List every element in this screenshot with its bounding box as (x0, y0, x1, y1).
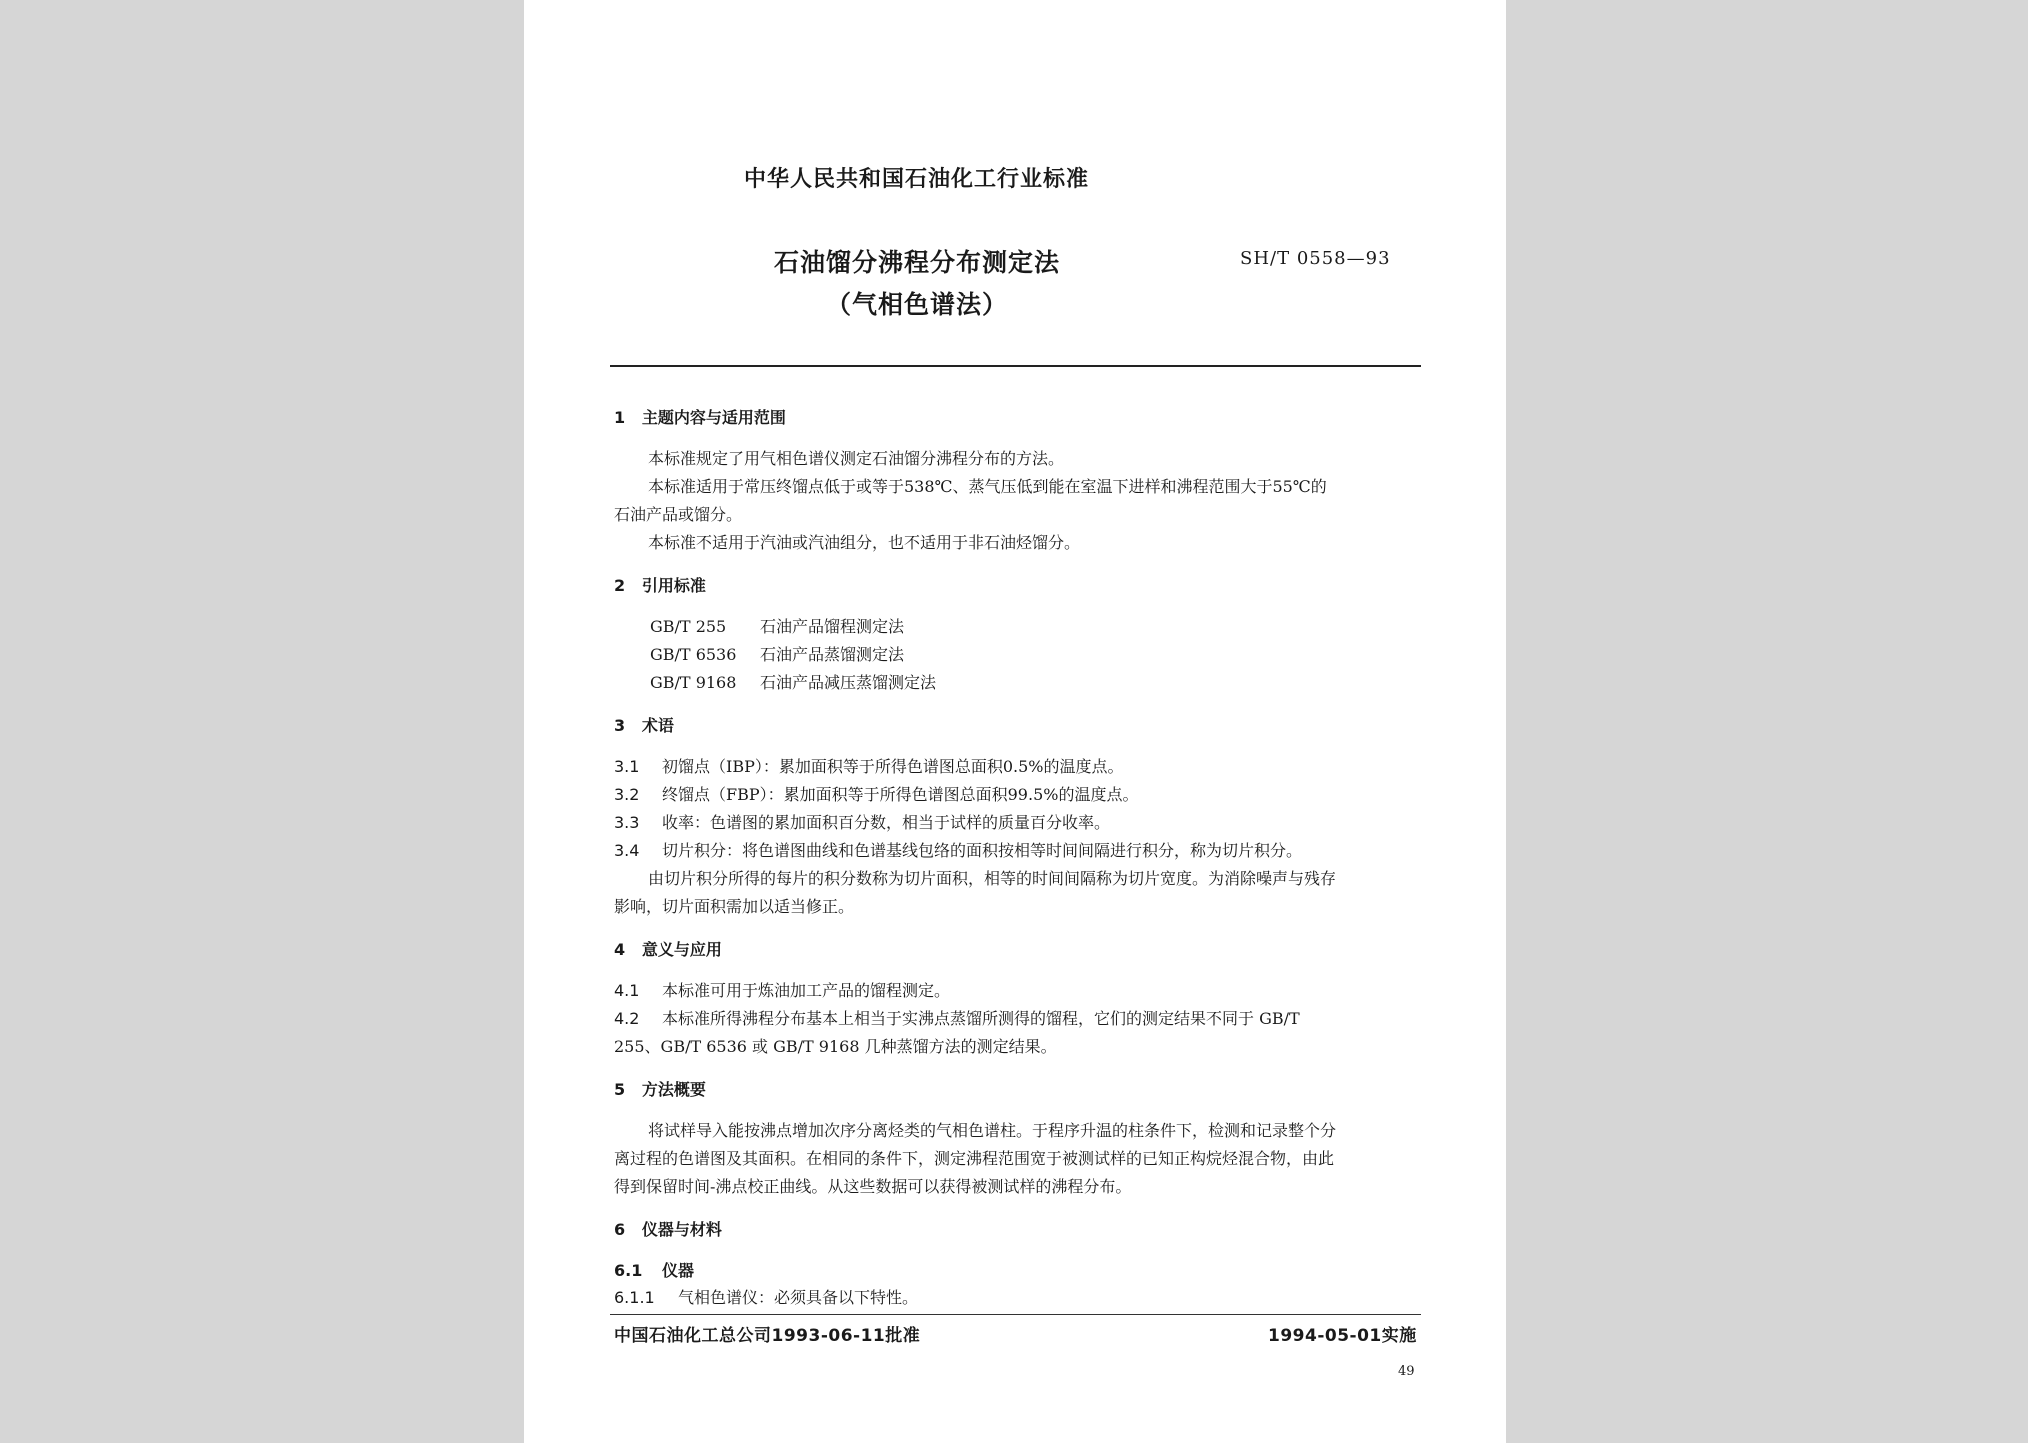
paragraph: 离过程的色谱图及其面积。在相同的条件下，测定沸程范围宽于被测试样的已知正构烷烃混合物，由此 (614, 1149, 1335, 1168)
standard-code: SH/T 0558—93 (1240, 248, 1391, 269)
subsection-title: 仪器 (662, 1261, 695, 1280)
term-item (614, 754, 1124, 777)
section-3-heading (614, 713, 674, 736)
reference-name: 石油产品馏程测定法 (760, 617, 905, 636)
clause-number: 4.1 (614, 981, 640, 1000)
paragraph: 255、GB/T 6536 或 GB/T 9168 几种蒸馏方法的测定结果。 (614, 1037, 1057, 1056)
clause-number: 4.2 (614, 1009, 640, 1028)
section-2-heading (614, 573, 706, 596)
section-title: 方法概要 (641, 1080, 706, 1099)
reference-code: GB/T 255 (650, 617, 727, 636)
section-title: 主题内容与适用范围 (641, 408, 786, 427)
clause-item (614, 1285, 918, 1308)
clause-item (614, 978, 950, 1001)
section-number: 1 (614, 408, 626, 427)
header-divider (610, 365, 1421, 367)
term-text: 收率：色谱图的累加面积百分数，相当于试样的质量百分收率。 (662, 813, 1111, 832)
clause-number: 6.1.1 (614, 1288, 655, 1307)
paragraph: 本标准不适用于汽油或汽油组分，也不适用于非石油烃馏分。 (648, 533, 1081, 552)
term-text: 终馏点（FBP）：累加面积等于所得色谱图总面积99.5%的温度点。 (662, 785, 1139, 804)
term-number: 3.1 (614, 757, 640, 776)
document-page (524, 0, 1506, 1443)
clause-text: 本标准可用于炼油加工产品的馏程测定。 (662, 981, 951, 1000)
reference-item (650, 614, 904, 637)
term-text: 切片积分：将色谱图曲线和色谱基线包络的面积按相等时间间隔进行积分，称为切片积分。 (662, 841, 1303, 860)
term-number: 3.4 (614, 841, 640, 860)
section-5-heading (614, 1077, 706, 1100)
paragraph: 影响，切片面积需加以适当修正。 (614, 897, 855, 916)
paragraph: 得到保留时间-沸点校正曲线。从这些数据可以获得被测试样的沸程分布。 (614, 1177, 1132, 1196)
standard-title: 石油馏分沸程分布测定法 (774, 248, 1061, 277)
page-number: 49 (1398, 1364, 1415, 1379)
subsection-heading (614, 1258, 694, 1281)
section-title: 仪器与材料 (641, 1220, 722, 1239)
reference-code: GB/T 9168 (650, 673, 737, 692)
paragraph: 本标准规定了用气相色谱仪测定石油馏分沸程分布的方法。 (648, 449, 1065, 468)
reference-item (650, 670, 936, 693)
reference-item (650, 642, 904, 665)
reference-code: GB/T 6536 (650, 645, 737, 664)
section-1-heading (614, 405, 786, 428)
org-standard-heading: 中华人民共和国石油化工行业标准 (744, 167, 1090, 192)
section-number: 5 (614, 1080, 626, 1099)
clause-text: 本标准所得沸程分布基本上相当于实沸点蒸馏所测得的馏程，它们的测定结果不同于 GB/T (662, 1009, 1300, 1028)
section-number: 2 (614, 576, 626, 595)
standard-subtitle: （气相色谱法） (826, 290, 1009, 319)
section-number: 6 (614, 1220, 626, 1239)
section-title: 意义与应用 (641, 940, 722, 959)
paragraph: 由切片积分所得的每片的积分数称为切片面积，相等的时间间隔称为切片宽度。为消除噪声与残存 (648, 869, 1337, 888)
section-4-heading (614, 937, 722, 960)
subsection-number: 6.1 (614, 1261, 643, 1280)
reference-name: 石油产品蒸馏测定法 (760, 645, 905, 664)
term-item (614, 810, 1110, 833)
clause-text: 气相色谱仪：必须具备以下特性。 (678, 1288, 919, 1307)
term-number: 3.2 (614, 785, 640, 804)
reference-name: 石油产品减压蒸馏测定法 (760, 673, 937, 692)
section-number: 3 (614, 716, 626, 735)
effective-date-line: 1994-05-01实施 (1268, 1326, 1417, 1346)
clause-item (614, 1006, 1300, 1029)
section-number: 4 (614, 940, 626, 959)
term-number: 3.3 (614, 813, 640, 832)
section-title: 术语 (641, 716, 674, 735)
paragraph: 本标准适用于常压终馏点低于或等于538℃、蒸气压低到能在室温下进样和沸程范围大于55℃的 (648, 477, 1327, 496)
term-item (614, 838, 1302, 861)
section-6-heading (614, 1217, 722, 1240)
section-title: 引用标准 (641, 576, 706, 595)
term-text: 初馏点（IBP）：累加面积等于所得色谱图总面积0.5%的温度点。 (662, 757, 1124, 776)
paragraph: 石油产品或馏分。 (614, 505, 743, 524)
footer-divider (610, 1314, 1421, 1315)
approval-line: 中国石油化工总公司1993-06-11批准 (614, 1326, 921, 1346)
term-item (614, 782, 1138, 805)
paragraph: 将试样导入能按沸点增加次序分离烃类的气相色谱柱。于程序升温的柱条件下，检测和记录整个分 (648, 1121, 1337, 1140)
